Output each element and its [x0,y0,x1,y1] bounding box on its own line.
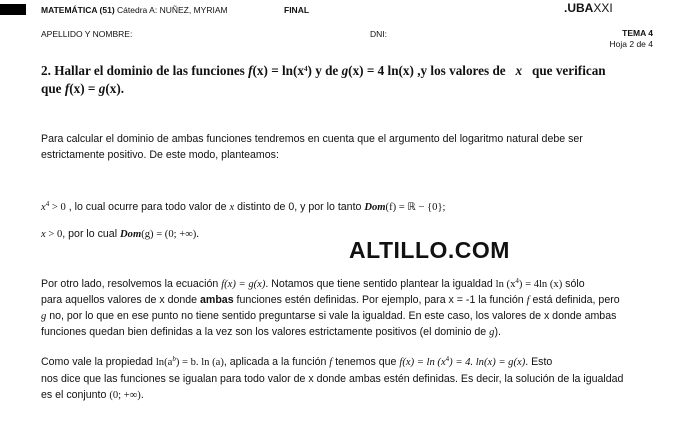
dni-label: DNI: [370,29,387,39]
text: , lo cual ocurre para todo valor de [65,201,230,213]
text: distinto de 0, y por lo tanto [234,201,365,213]
math-dom: Dom [120,229,142,240]
math-x: x [41,202,46,213]
math-cond: > 0 [49,202,66,213]
text: , por lo cual [62,228,120,240]
math-cond: > 0 [45,229,63,240]
para2-line-2 [41,293,620,309]
math-text: (f) = [385,202,408,213]
text: sólo [562,278,585,290]
text: , aplicada a la función [223,356,330,368]
question-text: que verifican [532,63,606,78]
bold-word: ambas [200,294,234,306]
math-x: x [229,202,235,213]
corner-marker [0,4,26,15]
math-x: x [41,229,46,240]
math-f: f [526,295,530,306]
math-set: ℝ − {0}; [407,202,446,213]
math-exp: 4 [515,277,519,285]
math-text: ) = 4ln (x) [518,279,563,290]
math-g: g [489,327,495,338]
text: funciones quedan bien definidas a la vez son los valores estrictamente positivos (el dominio de [41,326,490,338]
math-eq: ) = 4. ln(x) = g(x) [449,357,526,368]
question-text: ,y los valores de [417,63,506,78]
math-dom: Dom [364,202,386,213]
math-exp: 4 [304,65,308,73]
sheet-label: Hoja 2 de 4 [609,39,653,49]
math-g: g [341,63,349,78]
math-paren: ) [307,63,312,78]
math-text: ) = b. ln (a) [175,357,224,368]
math-eq: f(x) = g(x) [221,279,266,290]
surname-label: APELLIDO Y NOMBRE: [41,29,133,39]
math-exp: 4 [45,200,50,208]
intro-line-2: estrictamente positivo. De este modo, planteamos: [41,149,279,161]
math-exp: b [172,355,176,363]
para3-line-2: nos dice que las funciones se igualan para todo valor de x donde ambas estén definidas. Es decir, la solución de la igualdad [41,373,624,385]
domain-f-line [41,200,445,216]
exam-type: FINAL [284,5,310,15]
watermark: ALTILLO.COM [349,237,510,263]
logo-suffix: XXI [593,1,613,15]
math-f: f [329,357,333,368]
math-g: g [41,311,47,322]
question-text: y de [315,63,339,78]
para2-line-3 [41,309,616,325]
math-f: f [64,81,70,96]
text: . [140,389,144,401]
text: Por otro lado, resolvemos la ecuación [41,278,222,290]
para2-line-4 [41,325,501,341]
domain-g-line [41,227,199,243]
question-line-1 [41,61,606,80]
text: para aquellos valores de x donde [41,294,201,306]
text: tenemos que [332,356,400,368]
text: . Esto [525,356,553,368]
subject: MATEMÁTICA (51) [41,5,115,15]
para2-line-1 [41,277,585,293]
logo-main: .UBA [564,1,594,15]
text: ). [494,326,501,338]
math-x: x [515,63,523,78]
math-g-def: (x) = 4 ln(x) [348,63,414,78]
math-f: f [248,63,253,78]
text: funciones estén definidas. Por ejemplo, para x = -1 la función [233,294,527,306]
intro-line-1: Para calcular el dominio de ambas funciones tendremos en cuenta que el argumento del logaritmo natural debe ser [41,133,583,145]
question-line-2 [41,79,124,98]
text: no, por lo que en ese punto no tiene sentido preguntarse si vale la igualdad. En este caso, los valores de x donde ambas [46,310,617,322]
para3-line-1 [41,355,552,371]
math-eq: f(x) = ln (x [399,357,446,368]
uba-logo [564,1,613,15]
math-text: (0; +∞) [109,390,141,401]
question-number: 2. [41,63,51,78]
math-g: g [98,81,106,96]
text: Como vale la propiedad [41,356,156,368]
chair: Cátedra A: NUÑEZ, MYRIAM [117,5,228,15]
tema-label: TEMA 4 [622,28,653,38]
math-text: ln (x [495,279,516,290]
math-f-def: (x) = ln(x [252,63,304,78]
text: está definida, pero [529,294,620,306]
question-text: Hallar el dominio de las funciones [54,63,245,78]
question-text: que [41,81,62,96]
course-line [41,5,228,15]
math-text: (x). [105,81,125,96]
math-text: (g) = (0; +∞). [141,229,199,240]
math-exp: 4 [445,355,450,363]
text: . Notamos que tiene sentido plantear la igualdad [265,278,496,290]
math-text: (x) = [69,81,96,96]
math-text: ln(a [155,357,173,368]
para3-line-3 [41,388,144,404]
text: es el conjunto [41,389,110,401]
